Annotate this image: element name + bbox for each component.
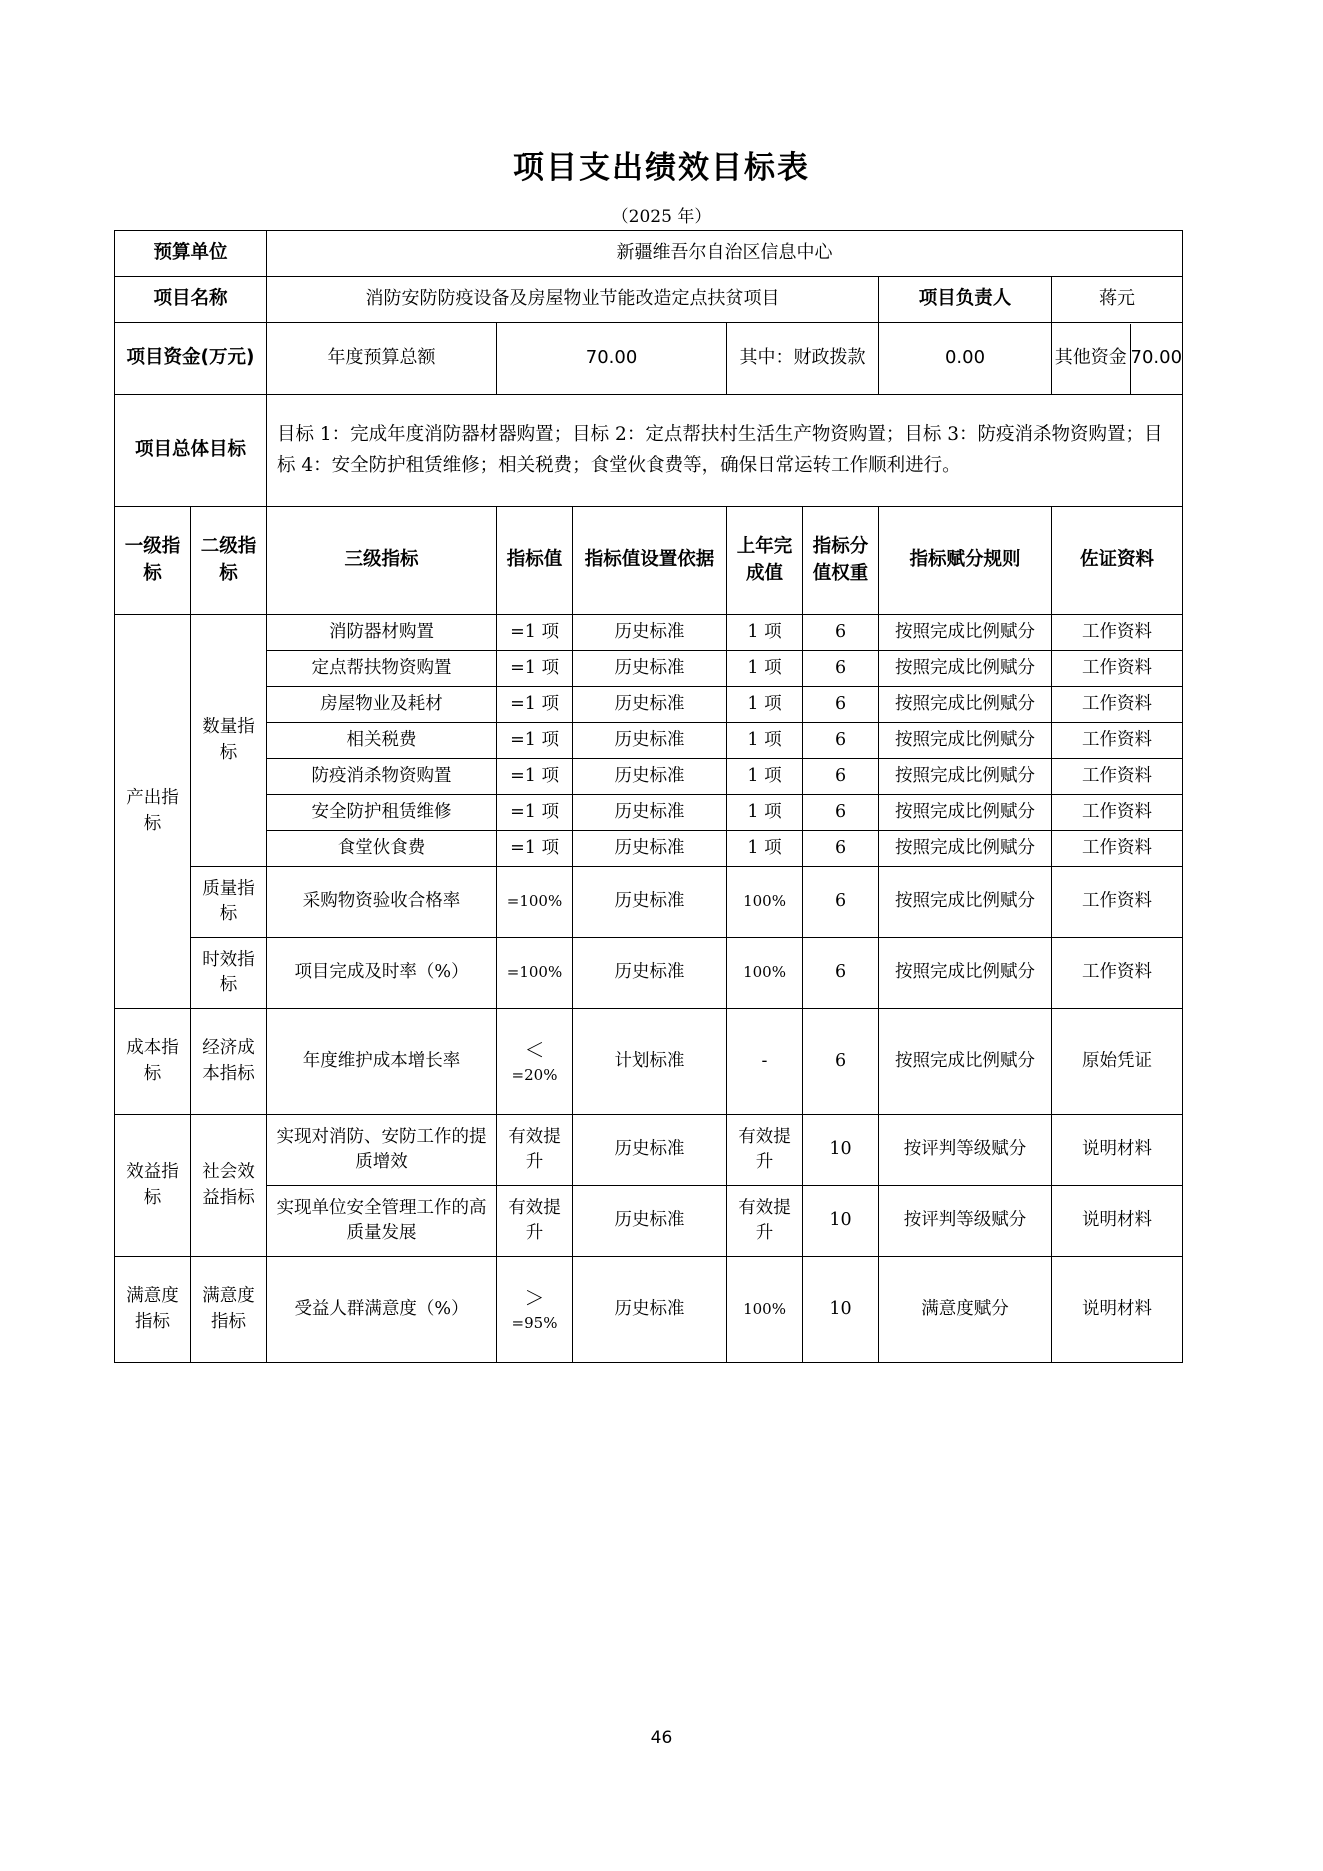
row-rule: 按照完成比例赋分	[879, 867, 1052, 938]
group-economic-cost: 经济成本指标	[191, 1009, 267, 1115]
page-number: 46	[650, 1728, 673, 1748]
row-last: 100%	[727, 938, 803, 1009]
row-weight: 6	[803, 1009, 879, 1115]
row-name: 相关税费	[267, 723, 497, 759]
table-row	[115, 1115, 1183, 1186]
row-value: =1 项	[497, 759, 573, 795]
table-row	[115, 723, 1183, 759]
col-level2: 二级指标	[191, 507, 267, 615]
table-row	[115, 831, 1183, 867]
table-row	[115, 651, 1183, 687]
row-rule: 按照完成比例赋分	[879, 651, 1052, 687]
row-value-number: =95%	[511, 1314, 558, 1333]
row-basis: 历史标准	[573, 795, 727, 831]
col-value: 指标值	[497, 507, 573, 615]
row-value: 有效提升	[497, 1186, 573, 1257]
row-rule: 按照完成比例赋分	[879, 795, 1052, 831]
row-basis: 历史标准	[573, 831, 727, 867]
funds-label: 项目资金(万元)	[115, 323, 267, 395]
row-last: 1 项	[727, 759, 803, 795]
group-output: 产出指标	[115, 615, 191, 1009]
row-name: 防疫消杀物资购置	[267, 759, 497, 795]
row-rule: 按照完成比例赋分	[879, 723, 1052, 759]
row-value: =1 项	[497, 615, 573, 651]
row-last: 100%	[727, 1257, 803, 1363]
row-value: =100%	[497, 938, 573, 1009]
row-value: =1 项	[497, 651, 573, 687]
row-name: 安全防护租赁维修	[267, 795, 497, 831]
row-value	[497, 1009, 573, 1115]
row-evidence: 说明材料	[1052, 1115, 1183, 1186]
owner-value: 蒋元	[1052, 277, 1183, 323]
row-basis: 历史标准	[573, 938, 727, 1009]
row-name: 定点帮扶物资购置	[267, 651, 497, 687]
row-weight: 6	[803, 615, 879, 651]
row-rule: 按评判等级赋分	[879, 1186, 1052, 1257]
other-funds-cell	[1052, 323, 1183, 395]
col-rule: 指标赋分规则	[879, 507, 1052, 615]
project-name-value: 消防安防防疫设备及房屋物业节能改造定点扶贫项目	[267, 277, 879, 323]
row-weight: 6	[803, 687, 879, 723]
row-name: 受益人群满意度（%）	[267, 1257, 497, 1363]
table-row	[115, 687, 1183, 723]
row-evidence: 工作资料	[1052, 615, 1183, 651]
table-row	[115, 1186, 1183, 1257]
row-last: 1 项	[727, 795, 803, 831]
owner-label: 项目负责人	[879, 277, 1052, 323]
group-social-benefit: 社会效益指标	[191, 1115, 267, 1257]
row-rule: 按照完成比例赋分	[879, 759, 1052, 795]
table-row	[115, 1009, 1183, 1115]
row-name: 房屋物业及耗材	[267, 687, 497, 723]
row-last: -	[727, 1009, 803, 1115]
row-value-number: =20%	[511, 1066, 558, 1085]
row-last: 1 项	[727, 615, 803, 651]
row-weight: 6	[803, 651, 879, 687]
goal-label: 项目总体目标	[115, 395, 267, 507]
row-basis: 历史标准	[573, 1186, 727, 1257]
col-level3: 三级指标	[267, 507, 497, 615]
row-name: 实现单位安全管理工作的高质量发展	[267, 1186, 497, 1257]
goal-row	[115, 395, 1183, 507]
row-evidence: 工作资料	[1052, 938, 1183, 1009]
row-name: 实现对消防、安防工作的提质增效	[267, 1115, 497, 1186]
row-evidence: 说明材料	[1052, 1186, 1183, 1257]
row-weight: 6	[803, 938, 879, 1009]
row-weight: 10	[803, 1115, 879, 1186]
row-value: =1 项	[497, 795, 573, 831]
table-row	[115, 759, 1183, 795]
row-last: 1 项	[727, 723, 803, 759]
row-evidence: 工作资料	[1052, 723, 1183, 759]
row-value: =100%	[497, 867, 573, 938]
row-weight: 6	[803, 831, 879, 867]
row-evidence: 原始凭证	[1052, 1009, 1183, 1115]
row-basis: 历史标准	[573, 687, 727, 723]
group-quantity: 数量指标	[191, 615, 267, 867]
table-row	[115, 867, 1183, 938]
row-evidence: 工作资料	[1052, 651, 1183, 687]
row-name: 消防器材购置	[267, 615, 497, 651]
budget-unit-value: 新疆维吾尔自治区信息中心	[267, 231, 1183, 277]
row-rule: 按评判等级赋分	[879, 1115, 1052, 1186]
row-name: 食堂伙食费	[267, 831, 497, 867]
row-last: 1 项	[727, 687, 803, 723]
row-name: 采购物资验收合格率	[267, 867, 497, 938]
col-level1: 一级指标	[115, 507, 191, 615]
group-satisfaction: 满意度指标	[115, 1257, 191, 1363]
row-evidence: 工作资料	[1052, 795, 1183, 831]
col-basis: 指标值设置依据	[573, 507, 727, 615]
row-weight: 10	[803, 1257, 879, 1363]
row-value	[497, 1257, 573, 1363]
row-value: 有效提升	[497, 1115, 573, 1186]
year-label: （2025 年）	[611, 207, 712, 227]
row-basis: 历史标准	[573, 723, 727, 759]
row-basis: 历史标准	[573, 615, 727, 651]
table-row	[115, 795, 1183, 831]
fiscal-value: 0.00	[879, 323, 1052, 395]
row-value: =1 项	[497, 723, 573, 759]
table-row	[115, 615, 1183, 651]
fiscal-label: 其中：财政拨款	[727, 323, 879, 395]
row-basis: 历史标准	[573, 1115, 727, 1186]
row-name: 年度维护成本增长率	[267, 1009, 497, 1115]
row-last: 100%	[727, 867, 803, 938]
row-rule: 按照完成比例赋分	[879, 1009, 1052, 1115]
row-basis: 历史标准	[573, 759, 727, 795]
col-evidence: 佐证资料	[1052, 507, 1183, 615]
row-value-symbol: ＜	[524, 1038, 545, 1063]
row-value-symbol: ＞	[524, 1286, 545, 1311]
other-funds-label: 其他资金	[1052, 324, 1130, 394]
group-benefit: 效益指标	[115, 1115, 191, 1257]
row-evidence: 工作资料	[1052, 831, 1183, 867]
row-evidence: 说明材料	[1052, 1257, 1183, 1363]
row-weight: 6	[803, 759, 879, 795]
page-title: 项目支出绩效目标表	[513, 150, 810, 186]
other-funds-value: 70.00	[1130, 347, 1183, 369]
row-basis: 历史标准	[573, 651, 727, 687]
row-evidence: 工作资料	[1052, 759, 1183, 795]
row-value: =1 项	[497, 831, 573, 867]
annual-total-label: 年度预算总额	[267, 323, 497, 395]
annual-total-value: 70.00	[497, 323, 727, 395]
group-quality: 质量指标	[191, 867, 267, 938]
row-basis: 计划标准	[573, 1009, 727, 1115]
row-rule: 按照完成比例赋分	[879, 615, 1052, 651]
row-value: =1 项	[497, 687, 573, 723]
group-timeliness: 时效指标	[191, 938, 267, 1009]
row-last: 有效提升	[727, 1186, 803, 1257]
row-last: 1 项	[727, 651, 803, 687]
performance-table	[114, 230, 1183, 1363]
row-weight: 6	[803, 795, 879, 831]
funds-row	[115, 323, 1183, 395]
project-name-row	[115, 277, 1183, 323]
col-last-year: 上年完成值	[727, 507, 803, 615]
row-evidence: 工作资料	[1052, 687, 1183, 723]
row-rule: 按照完成比例赋分	[879, 938, 1052, 1009]
row-rule: 满意度赋分	[879, 1257, 1052, 1363]
row-basis: 历史标准	[573, 867, 727, 938]
group-satisfaction-sub: 满意度指标	[191, 1257, 267, 1363]
row-basis: 历史标准	[573, 1257, 727, 1363]
row-evidence: 工作资料	[1052, 867, 1183, 938]
row-weight: 6	[803, 867, 879, 938]
group-cost: 成本指标	[115, 1009, 191, 1115]
row-rule: 按照完成比例赋分	[879, 831, 1052, 867]
budget-unit-row	[115, 231, 1183, 277]
row-weight: 10	[803, 1186, 879, 1257]
budget-unit-label: 预算单位	[115, 231, 267, 277]
table-row	[115, 1257, 1183, 1363]
project-name-label: 项目名称	[115, 277, 267, 323]
row-name: 项目完成及时率（%）	[267, 938, 497, 1009]
row-last: 有效提升	[727, 1115, 803, 1186]
col-weight: 指标分值权重	[803, 507, 879, 615]
row-last: 1 项	[727, 831, 803, 867]
table-row	[115, 938, 1183, 1009]
row-rule: 按照完成比例赋分	[879, 687, 1052, 723]
goal-text: 目标 1：完成年度消防器材器购置；目标 2：定点帮扶村生活生产物资购置；目标 3：防疫消杀物资购置；目标 4：安全防护租赁维修；相关税费；食堂伙食费等，确保日常运转工作顺利进行。	[267, 395, 1183, 507]
row-weight: 6	[803, 723, 879, 759]
column-header-row	[115, 507, 1183, 615]
